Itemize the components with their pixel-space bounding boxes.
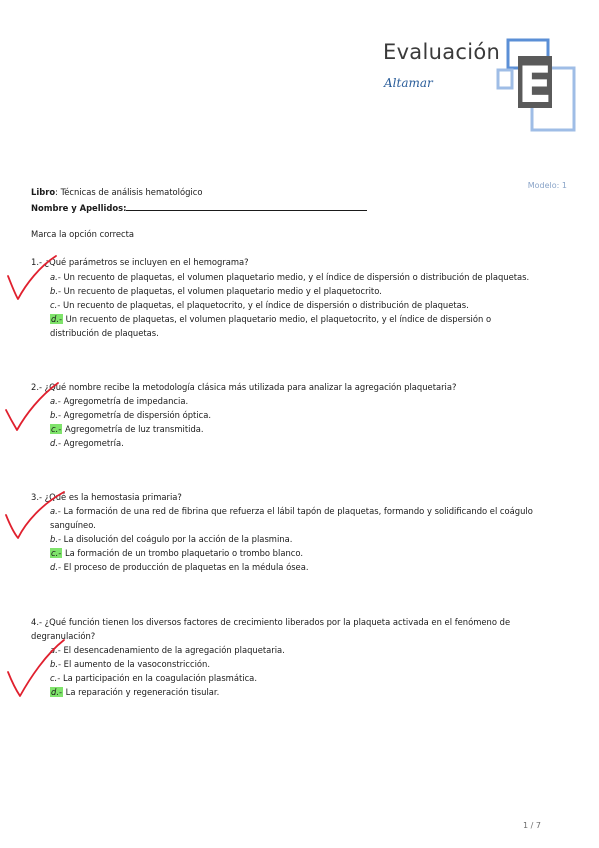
option-letter: a.- (50, 396, 61, 406)
option-letter: d.- (50, 438, 62, 448)
question-2: 2.- ¿Qué nombre recibe la metodología clásica más utilizada para analizar la agregación plaquetaria? (31, 382, 457, 392)
q2-option-a[interactable] (50, 396, 188, 406)
q2-option-c[interactable] (50, 424, 204, 434)
nombre-line (31, 202, 367, 213)
option-text: La participación en la coagulación plasmática. (60, 673, 257, 683)
instruction: Marca la opción correcta (31, 229, 135, 239)
option-letter: a.- (50, 506, 61, 516)
option-letter: b.- (50, 410, 62, 420)
option-text: Agregometría de impedancia. (60, 396, 189, 406)
option-text: Un recuento de plaquetas, el plaquetocrito, y el índice de dispersión o distribución de plaquetas. (60, 300, 469, 310)
q4-option-c[interactable] (50, 673, 257, 683)
option-text: La disolución del coágulo por la acción de la plasmina. (61, 534, 293, 544)
logo-title: Evaluación (383, 40, 501, 64)
option-letter: c.- (50, 673, 61, 683)
q4-option-a[interactable] (50, 645, 285, 655)
option-letter-correct: c.- (51, 424, 62, 434)
option-letter: b.- (50, 286, 62, 296)
nombre-label: Nombre y Apellidos: (31, 203, 127, 213)
option-text: La reparación y regeneración tisular. (63, 687, 220, 697)
question-3: 3.- ¿Qué es la hemostasia primaria? (31, 492, 182, 502)
q4-option-d[interactable] (50, 687, 219, 697)
option-text: El proceso de producción de plaquetas en la médula ósea. (61, 562, 309, 572)
option-letter: b.- (50, 534, 62, 544)
option-text: El desencadenamiento de la agregación plaquetaria. (60, 645, 285, 655)
q1-option-a[interactable] (50, 272, 529, 282)
q3-option-a-cont: sanguíneo. (50, 520, 96, 530)
q1-option-b[interactable] (50, 286, 382, 296)
logo-subtitle (384, 76, 433, 90)
option-text: Agregometría de dispersión óptica. (61, 410, 212, 420)
option-letter-correct: d.- (51, 314, 63, 324)
logo-e-icon (496, 38, 580, 134)
libro-line (31, 187, 202, 197)
option-letter-correct: d.- (51, 687, 63, 697)
question-1: 1.- ¿Qué parámetros se incluyen en el hemograma? (31, 257, 249, 267)
question-4-cont: degranulación? (31, 631, 96, 641)
option-text: Agregometría. (61, 438, 124, 448)
option-text: Agregometría de luz transmitida. (62, 424, 204, 434)
option-letter: c.- (50, 300, 61, 310)
logo-letter: E (517, 56, 553, 114)
option-letter: b.- (50, 659, 62, 669)
q2-option-b[interactable] (50, 410, 211, 420)
option-letter: a.- (50, 272, 61, 282)
logo-subtitle-text: Altamar (384, 76, 433, 90)
option-text: Un recuento de plaquetas, el volumen plaquetario medio y el plaquetocrito. (61, 286, 382, 296)
option-letter-correct: c.- (51, 548, 62, 558)
option-letter: d.- (50, 562, 62, 572)
option-letter: a.- (50, 645, 61, 655)
q1-option-d[interactable] (50, 314, 491, 324)
q3-option-c[interactable] (50, 548, 303, 558)
libro-label: Libro (31, 187, 56, 197)
modelo-label: Modelo: 1 (527, 181, 567, 190)
question-4: 4.- ¿Qué función tienen los diversos factores de crecimiento liberados por la plaqueta activada en el fenómeno de (31, 617, 511, 627)
q2-option-d[interactable] (50, 438, 124, 448)
option-text: Un recuento de plaquetas, el volumen plaquetario medio, y el índice de dispersión o distribución de plaquetas. (60, 272, 530, 282)
q1-option-c[interactable] (50, 300, 469, 310)
q4-option-b[interactable] (50, 659, 210, 669)
q3-option-d[interactable] (50, 562, 309, 572)
q3-option-a[interactable] (50, 506, 533, 516)
option-text: La formación de un trombo plaquetario o trombo blanco. (62, 548, 304, 558)
q3-option-b[interactable] (50, 534, 292, 544)
page-number: 1 / 7 (523, 821, 541, 830)
q1-option-d-cont: distribución de plaquetas. (50, 328, 159, 338)
libro-value: : Técnicas de análisis hematológico (55, 187, 203, 197)
option-text: Un recuento de plaquetas, el volumen plaquetario medio, el plaquetocrito, y el índice de dispersión o (63, 314, 492, 324)
option-text: La formación de una red de fibrina que refuerza el lábil tapón de plaquetas, formando y solidificando el coágulo (60, 506, 533, 516)
option-text: El aumento de la vasoconstricción. (61, 659, 210, 669)
nombre-field[interactable] (126, 202, 367, 211)
